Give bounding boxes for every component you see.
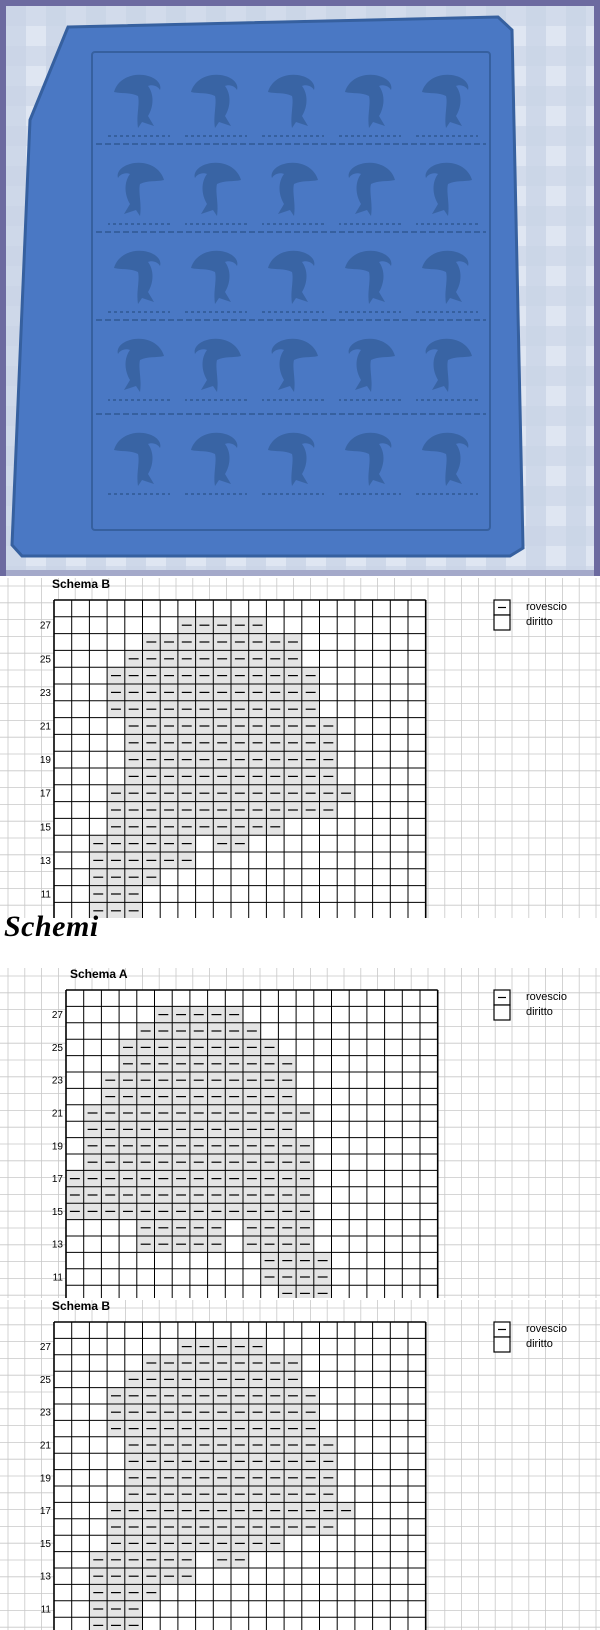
row-label: 19 [39,1473,51,1485]
purl-cell [278,1285,296,1298]
row-label: 15 [51,1206,63,1218]
chart-cells [66,990,438,1298]
legend-purl-label: rovescio [526,1323,567,1335]
chart-cells [54,600,426,918]
legend-knit-label: diritto [526,616,553,628]
schema-a-chart-svg [0,968,600,1298]
row-label: 19 [51,1141,63,1153]
schema-b-chart-bottom [0,1300,600,1630]
legend-purl-label: rovescio [526,991,567,1003]
legend-knit-swatch [494,1337,510,1352]
row-label: 17 [51,1174,63,1186]
legend-knit-label: diritto [526,1338,553,1350]
tablecloth-stripe [566,6,586,570]
row-label: 19 [39,755,51,767]
chart-title: Schema A [70,968,128,981]
row-label: 11 [40,889,51,901]
row-label: 13 [51,1239,63,1251]
schema-b-chart-svg [0,578,600,918]
chart-title: Schema B [52,1300,111,1313]
legend [494,990,567,1020]
row-label: 23 [51,1075,63,1087]
row-label: 27 [39,620,51,632]
purl-cell [107,1617,125,1630]
row-label: 23 [39,1407,51,1419]
legend-knit-swatch [494,1005,510,1020]
purl-cell [125,1617,143,1630]
row-label: 21 [39,721,51,733]
row-label: 11 [40,1604,51,1616]
row-label: 25 [39,654,51,666]
schema-a-chart [0,968,600,1298]
row-label: 17 [39,788,51,800]
row-label: 15 [39,822,51,834]
row-label: 21 [51,1108,63,1120]
row-label: 25 [51,1042,63,1054]
legend-purl-label: rovescio [526,601,567,613]
row-label: 23 [39,687,51,699]
row-label: 15 [39,1538,51,1550]
row-label: 27 [39,1342,51,1354]
schema-b-chart-top [0,578,600,918]
row-label: 11 [52,1272,63,1284]
purl-cell [314,1285,332,1298]
legend-knit-swatch [494,615,510,630]
tablecloth-stripe [526,6,546,570]
legend-knit-label: diritto [526,1006,553,1018]
tablecloth-stripe [6,566,594,576]
section-heading: Schemi [4,910,99,943]
chart-cells [54,1322,426,1630]
blanket-photo [0,0,600,576]
blanket-photo-svg [0,0,600,576]
row-label: 21 [39,1440,51,1452]
legend [494,1322,567,1352]
row-label: 27 [51,1010,63,1022]
row-label: 13 [39,1571,51,1583]
row-label: 17 [39,1506,51,1518]
purl-cell [296,1285,314,1298]
row-label: 13 [39,855,51,867]
legend [494,600,567,630]
row-number-labels [52,1010,64,1298]
schema-b-chart-svg [0,1300,600,1630]
row-label: 25 [39,1374,51,1386]
chart-title: Schema B [52,578,111,591]
purl-cell [89,1617,107,1630]
